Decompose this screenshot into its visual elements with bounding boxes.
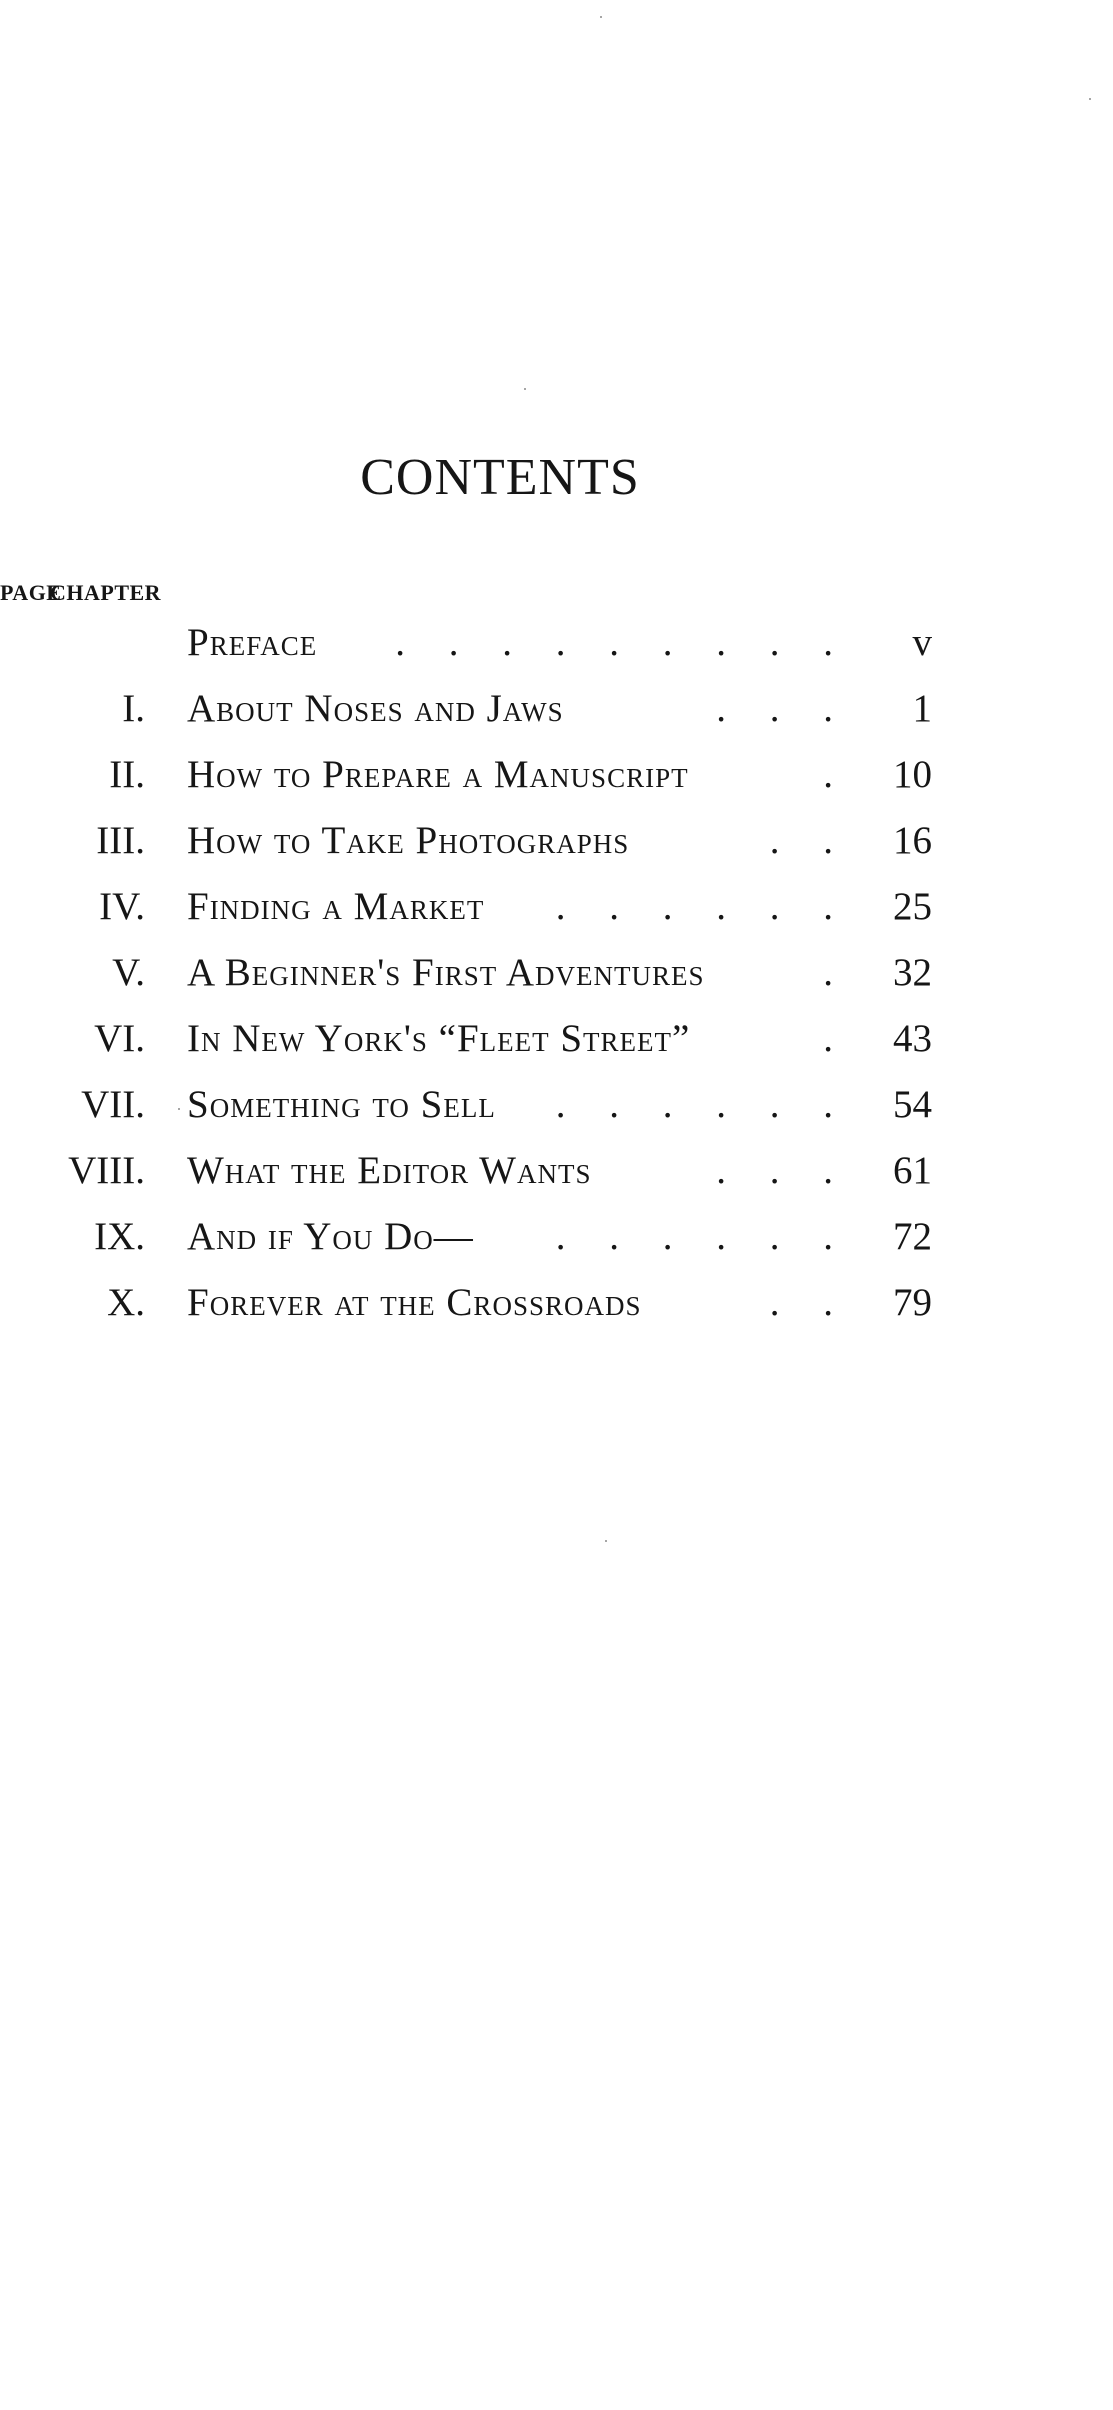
page-number: 43 xyxy=(893,1017,932,1060)
page-number: 54 xyxy=(893,1083,932,1126)
toc-entry-chapter-7 xyxy=(0,1072,1113,1138)
chapter-title: Something to Sell xyxy=(187,1083,496,1126)
page-number: 25 xyxy=(893,885,932,928)
toc-entry-chapter-2 xyxy=(0,742,1113,808)
chapter-title: What the Editor Wants xyxy=(187,1149,592,1192)
chapter-title: In New York's “Fleet Street” xyxy=(187,1017,691,1060)
chapter-title: About Noses and Jaws xyxy=(187,687,564,730)
page-number: 72 xyxy=(893,1215,932,1258)
scan-speck xyxy=(1089,98,1091,100)
page-title: CONTENTS xyxy=(360,449,640,506)
leader-dots: . . xyxy=(769,1281,850,1324)
chapter-number: V. xyxy=(112,951,145,994)
chapter-title: And if You Do— xyxy=(187,1215,474,1258)
page-number: v xyxy=(912,621,932,664)
chapter-number: IX. xyxy=(94,1215,145,1258)
chapter-title: Preface xyxy=(187,621,318,664)
leader-dots: . xyxy=(823,1017,850,1060)
toc-entry-chapter-8 xyxy=(0,1138,1113,1204)
chapter-title: A Beginner's First Adventures xyxy=(187,951,705,994)
chapter-number: III. xyxy=(96,819,145,862)
toc-entry-chapter-6 xyxy=(0,1006,1113,1072)
page-number: 10 xyxy=(893,753,932,796)
page-number: 79 xyxy=(893,1281,932,1324)
page-number: 32 xyxy=(893,951,932,994)
chapter-title: How to Take Photographs xyxy=(187,819,630,862)
leader-dots: . . . . . . xyxy=(555,1083,850,1126)
chapter-number: VI. xyxy=(94,1017,145,1060)
page-number: 16 xyxy=(893,819,932,862)
chapter-title: How to Prepare a Manuscript xyxy=(187,753,689,796)
toc-entry-chapter-9 xyxy=(0,1204,1113,1270)
leader-dots: . xyxy=(823,951,850,994)
toc-entry-chapter-3 xyxy=(0,808,1113,874)
leader-dots: . . . xyxy=(716,687,850,730)
toc-entry-chapter-5 xyxy=(0,940,1113,1006)
toc-entry-chapter-4 xyxy=(0,874,1113,940)
page-number: 1 xyxy=(912,687,932,730)
chapter-number: VII. xyxy=(81,1083,145,1126)
leader-dots: . . . . . . xyxy=(555,1215,850,1258)
scan-speck xyxy=(178,1108,180,1110)
scan-speck xyxy=(600,16,602,18)
toc-entry-preface xyxy=(0,610,1113,676)
chapter-number: VIII. xyxy=(68,1149,145,1192)
scan-speck xyxy=(524,388,526,390)
chapter-number: I. xyxy=(122,687,145,730)
toc-entry-chapter-10 xyxy=(0,1270,1113,1336)
chapter-number: IV. xyxy=(99,885,145,928)
page-number: 61 xyxy=(893,1149,932,1192)
chapter-title: Forever at the Crossroads xyxy=(187,1281,642,1324)
chapter-column-header: CHAPTER xyxy=(50,580,162,605)
leader-dots: . . . . . . . . . xyxy=(395,621,850,664)
chapter-title: Finding a Market xyxy=(187,885,485,928)
leader-dots: . . . xyxy=(716,1149,850,1192)
leader-dots: . . xyxy=(769,819,850,862)
leader-dots: . . . . . . xyxy=(555,885,850,928)
scan-speck xyxy=(605,1540,607,1542)
chapter-number: X. xyxy=(107,1281,145,1324)
chapter-number: II. xyxy=(109,753,145,796)
page-column-header: PAGE xyxy=(0,580,62,605)
toc-entry-chapter-1 xyxy=(0,676,1113,742)
leader-dots: . xyxy=(823,753,850,796)
